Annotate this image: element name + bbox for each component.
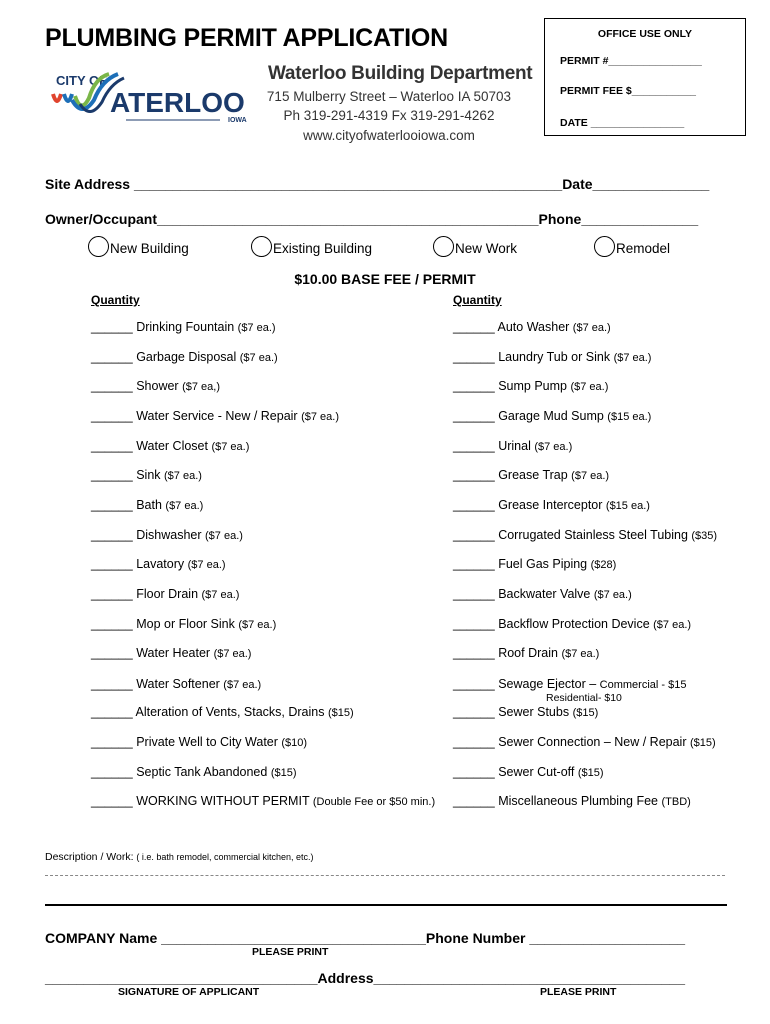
item-fee: ($7 ea.): [211, 441, 250, 453]
quantity-blank[interactable]: ______: [453, 320, 495, 334]
item-fee: ($15 ea.): [607, 411, 652, 423]
left-item-16[interactable]: [91, 765, 297, 779]
item-name: Sump Pump: [498, 379, 567, 393]
quantity-blank[interactable]: ______: [91, 617, 133, 631]
checkbox-circle: [251, 236, 272, 257]
item-fee: ($7 ea.): [570, 381, 609, 393]
item-fee: ($15 ea.): [605, 500, 650, 512]
quantity-blank[interactable]: ______: [91, 498, 133, 512]
right-item-4[interactable]: [453, 409, 651, 423]
item-name: Water Heater: [136, 646, 211, 660]
please-print-label-2: PLEASE PRINT: [540, 986, 617, 998]
item-fee: ($7 ea.): [653, 619, 692, 631]
item-name: Auto Washer: [497, 320, 570, 334]
item-name: Backflow Protection Device: [498, 617, 650, 631]
page-title: PLUMBING PERMIT APPLICATION: [45, 24, 448, 52]
quantity-blank[interactable]: ______: [453, 617, 495, 631]
right-item-5[interactable]: [453, 439, 572, 453]
description-input-line[interactable]: [45, 875, 725, 876]
city-logo: [50, 70, 250, 131]
office-use-box: [544, 18, 746, 136]
quantity-blank[interactable]: ______: [453, 735, 495, 749]
item-fee: ($15): [572, 707, 599, 719]
quantity-blank[interactable]: ______: [453, 439, 495, 453]
left-item-8[interactable]: [91, 528, 243, 542]
right-item-2[interactable]: [453, 350, 651, 364]
quantity-blank[interactable]: ______: [453, 379, 495, 393]
base-fee-heading: $10.00 BASE FEE / PERMIT: [294, 271, 476, 287]
checkbox-circle: [594, 236, 615, 257]
quantity-blank[interactable]: ______: [453, 557, 495, 571]
office-use-header: OFFICE USE ONLY: [597, 28, 693, 40]
item-name: Fuel Gas Piping: [498, 557, 588, 571]
svg-text:IOWA: IOWA: [228, 117, 247, 124]
item-name: Mop or Floor Sink: [136, 617, 235, 631]
item-fee: ($7 ea.): [571, 470, 610, 482]
quantity-blank[interactable]: ______: [91, 557, 133, 571]
right-item-6[interactable]: [453, 468, 609, 482]
quantity-blank[interactable]: ______: [91, 528, 133, 542]
left-item-10[interactable]: [91, 587, 239, 601]
quantity-blank[interactable]: ______: [453, 350, 495, 364]
permit-fee-field[interactable]: PERMIT FEE $___________: [560, 85, 696, 97]
item-name: Garbage Disposal: [136, 350, 237, 364]
quantity-blank[interactable]: ______: [453, 468, 495, 482]
item-fee: ($7 ea.): [213, 648, 252, 660]
quantity-blank[interactable]: ______: [453, 765, 495, 779]
left-item-3[interactable]: [91, 379, 220, 393]
item-fee: ($7 ea.): [239, 352, 278, 364]
item-name: Bath: [136, 498, 162, 512]
item-fee: ($10): [281, 737, 308, 749]
quantity-blank[interactable]: ______: [91, 350, 133, 364]
item-fee: (TBD): [661, 796, 691, 808]
item-fee: ($35): [691, 530, 718, 542]
right-item-13[interactable]: [453, 677, 686, 691]
owner-occupant-field[interactable]: Owner/Occupant_________________________________________________Phone_______________: [45, 211, 699, 227]
office-date-field[interactable]: DATE ________________: [560, 117, 685, 129]
quantity-blank[interactable]: ______: [91, 794, 133, 808]
right-item-14[interactable]: [453, 705, 598, 719]
item-name: Lavatory: [136, 557, 185, 571]
item-name: Sewer Stubs: [498, 705, 570, 719]
right-item-16[interactable]: [453, 765, 604, 779]
item-name: Septic Tank Abandoned: [136, 765, 268, 779]
item-name: Dishwasher: [136, 528, 202, 542]
quantity-blank[interactable]: ______: [453, 528, 495, 542]
quantity-blank[interactable]: ______: [91, 468, 133, 482]
quantity-blank[interactable]: ______: [91, 677, 133, 691]
item-name: Sewer Connection – New / Repair: [498, 735, 687, 749]
signature-address-field[interactable]: ___________________________________Address________________________________________: [45, 970, 685, 986]
item-name: WORKING WITHOUT PERMIT: [136, 794, 310, 808]
item-name: Roof Drain: [498, 646, 558, 660]
section-divider: [45, 904, 727, 906]
left-item-4[interactable]: [91, 409, 339, 423]
department-phone: Ph 319-291-4319 Fx 319-291-4262: [283, 108, 495, 123]
department-name: Waterloo Building Department: [268, 63, 533, 84]
right-item-8[interactable]: [453, 528, 717, 542]
item-name: Floor Drain: [136, 587, 199, 601]
right-item-9[interactable]: [453, 557, 616, 571]
item-name: Water Closet: [136, 439, 208, 453]
left-item-2[interactable]: [91, 350, 278, 364]
item-name: Grease Interceptor: [498, 498, 603, 512]
quantity-blank[interactable]: ______: [91, 409, 133, 423]
left-item-6[interactable]: [91, 468, 202, 482]
left-item-12[interactable]: [91, 646, 251, 660]
quantity-blank[interactable]: ______: [453, 409, 495, 423]
item-name: Drinking Fountain: [136, 320, 235, 334]
item-fee: ($7 ea.): [164, 470, 202, 482]
quantity-blank[interactable]: ______: [91, 765, 133, 779]
item-name: Sewer Cut-off: [498, 765, 575, 779]
svg-text:CITY OF: CITY OF: [56, 73, 108, 88]
right-item-10[interactable]: [453, 587, 632, 601]
item-fee: (Double Fee or $50 min.): [312, 796, 436, 808]
quantity-blank[interactable]: ______: [91, 439, 133, 453]
quantity-blank[interactable]: ______: [91, 646, 133, 660]
item-fee: ($7 ea.): [593, 589, 632, 601]
item-name: Corrugated Stainless Steel Tubing: [498, 528, 688, 542]
right-item-3[interactable]: [453, 379, 608, 393]
item-fee: ($7 ea.): [613, 352, 652, 364]
item-name: Backwater Valve: [498, 587, 591, 601]
item-fee: ($7 ea.): [301, 411, 339, 423]
item-name: Alteration of Vents, Stacks, Drains: [135, 705, 325, 719]
item-name: Private Well to City Water: [136, 735, 278, 749]
quantity-blank[interactable]: ______: [91, 587, 133, 601]
left-item-9[interactable]: [91, 557, 226, 571]
item-name: Miscellaneous Plumbing Fee: [498, 794, 659, 808]
left-item-15[interactable]: [91, 735, 307, 749]
right-item-11[interactable]: [453, 617, 691, 631]
please-print-label: PLEASE PRINT: [252, 946, 329, 958]
quantity-blank[interactable]: ______: [453, 498, 495, 512]
left-item-1[interactable]: [91, 320, 276, 334]
item-name: Water Service - New / Repair: [136, 409, 298, 423]
item-fee: ($15): [689, 737, 716, 749]
permit-number-field[interactable]: PERMIT #________________: [560, 55, 702, 67]
signature-label: SIGNATURE OF APPLICANT: [118, 986, 260, 998]
right-item-17[interactable]: [453, 794, 691, 808]
item-fee: ($7 ea.): [534, 441, 573, 453]
quantity-header-left: Quantity: [91, 293, 140, 307]
checkbox-circle: [88, 236, 109, 257]
left-item-14[interactable]: [91, 705, 354, 719]
item-name: Shower: [136, 379, 179, 393]
quantity-blank[interactable]: ______: [91, 705, 133, 719]
quantity-blank[interactable]: ______: [453, 677, 495, 691]
left-item-13[interactable]: [91, 677, 261, 691]
quantity-blank[interactable]: ______: [91, 735, 133, 749]
right-item-7[interactable]: [453, 498, 650, 512]
item-fee: ($15): [577, 767, 604, 779]
item-fee: ($28): [590, 559, 617, 571]
quantity-blank[interactable]: ______: [453, 794, 495, 808]
left-item-7[interactable]: [91, 498, 203, 512]
quantity-header-right: Quantity: [453, 293, 502, 307]
item-name: Grease Trap: [498, 468, 568, 482]
quantity-blank[interactable]: ______: [453, 587, 495, 601]
quantity-blank[interactable]: ______: [453, 646, 495, 660]
item-fee: ($7 ea,): [182, 381, 220, 393]
item-fee: ($7 ea.): [561, 648, 600, 660]
item-name: Sink: [136, 468, 161, 482]
right-item-15[interactable]: [453, 735, 716, 749]
quantity-blank[interactable]: ______: [91, 379, 133, 393]
sewage-residential-fee: Residential- $10: [546, 692, 622, 704]
department-website: www.cityofwaterlooiowa.com: [303, 128, 475, 143]
company-name-field[interactable]: COMPANY Name __________________________________Phone Number ____________________: [45, 930, 686, 946]
item-fee: ($7 ea.): [572, 322, 611, 334]
item-fee: ($7 ea.): [223, 679, 262, 691]
item-fee: ($7 ea.): [201, 589, 240, 601]
right-item-12[interactable]: [453, 646, 599, 660]
item-fee: ($7 ea.): [187, 559, 226, 571]
item-name: Sewage Ejector –: [498, 677, 597, 691]
item-name: Garage Mud Sump: [498, 409, 604, 423]
description-label: Description / Work: ( i.e. bath remodel, commercial kitchen, etc.): [45, 851, 314, 863]
right-item-1[interactable]: [453, 320, 611, 334]
site-address-field[interactable]: Site Address _______________________________________________________Date_______________: [45, 176, 710, 192]
quantity-blank[interactable]: ______: [453, 705, 495, 719]
item-name: Urinal: [498, 439, 531, 453]
item-name: Laundry Tub or Sink: [498, 350, 611, 364]
left-item-11[interactable]: [91, 617, 276, 631]
item-fee: ($7 ea.): [238, 619, 277, 631]
item-fee: ($15): [270, 767, 297, 779]
quantity-blank[interactable]: ______: [91, 320, 133, 334]
left-item-5[interactable]: [91, 439, 249, 453]
item-fee: ($7 ea.): [237, 322, 276, 334]
svg-text:ATERLOO: ATERLOO: [110, 87, 245, 118]
item-name: Water Softener: [136, 677, 220, 691]
checkbox-circle: [433, 236, 454, 257]
left-item-17[interactable]: [91, 794, 435, 808]
department-address: 715 Mulberry Street – Waterloo IA 50703: [266, 89, 512, 104]
item-fee: ($15): [327, 707, 354, 719]
item-fee: ($7 ea.): [205, 530, 243, 542]
item-fee: Commercial - $15: [599, 679, 687, 691]
item-fee: ($7 ea.): [165, 500, 204, 512]
